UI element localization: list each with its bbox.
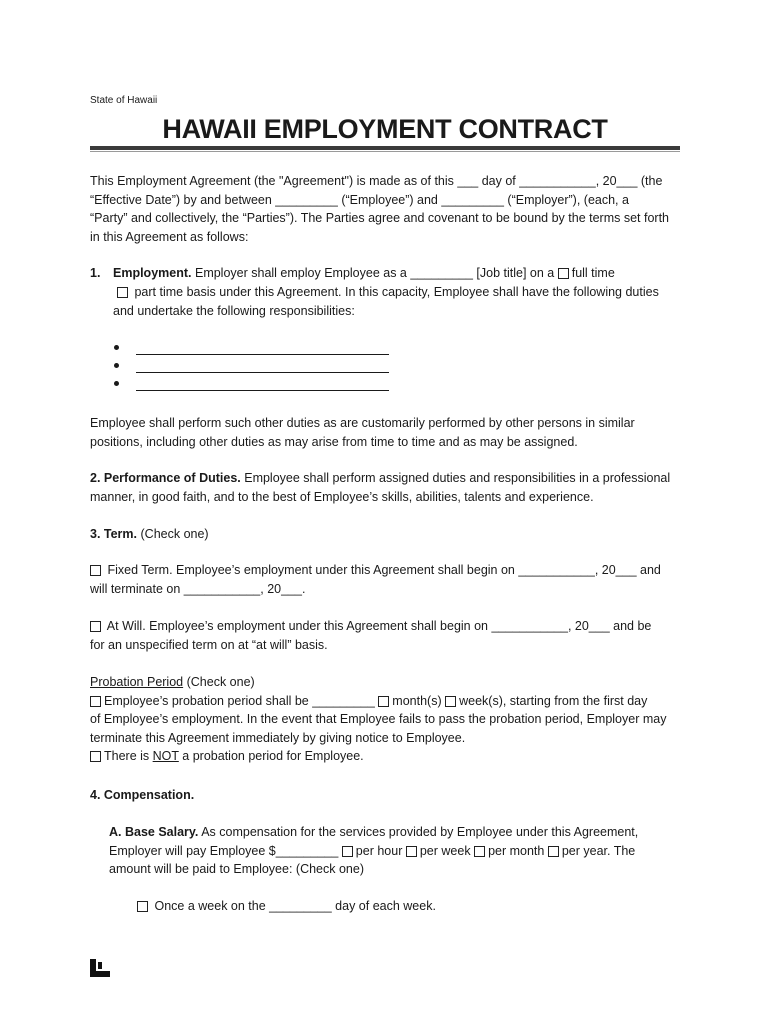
section-3-heading: 3. Term. [90, 527, 138, 541]
probation-note: (Check one) [186, 675, 255, 689]
section-1-heading: Employment. [113, 266, 192, 280]
full-time-checkbox[interactable] [558, 268, 569, 279]
duty-blank-3[interactable] [136, 390, 389, 391]
probation-text: terminate this Agreement immediately by giving notice to Employee. [90, 730, 466, 745]
state-label: State of Hawaii [90, 95, 158, 106]
duty-blank-1[interactable] [136, 354, 389, 355]
section-1-line-1 [113, 264, 615, 283]
section-1-line-3: and undertake the following responsibilities: [113, 304, 355, 318]
per-year-checkbox[interactable] [548, 846, 559, 857]
at-will-option [90, 617, 651, 654]
bullet-icon [114, 345, 119, 350]
fixed-term-text: Fixed Term. Employee’s employment under this Agreement shall begin on ___________, 20___ and [107, 563, 661, 577]
section-1-text: Employer shall employ Employee as a _________ [Job title] on a [194, 266, 555, 280]
base-salary-text: As compensation for the services provided by Employee under this Agreement, [201, 825, 639, 839]
duties-line: Employee shall perform such other duties as are customarily performed by other persons in similar [90, 416, 635, 430]
weekly-checkbox[interactable] [137, 901, 148, 912]
base-salary-text: amount will be paid to Employee: (Check one) [109, 862, 364, 876]
no-probation-checkbox[interactable] [90, 751, 101, 762]
section-3-heading-row [90, 525, 209, 544]
section-2-heading: 2. Performance of Duties. [90, 471, 241, 485]
per-week-label: per week [419, 843, 471, 858]
section-4-heading: 4. Compensation. [90, 788, 195, 802]
intro-paragraph [90, 172, 669, 246]
months-label: month(s) [392, 693, 442, 708]
at-will-checkbox[interactable] [90, 621, 101, 632]
title-rule [90, 146, 680, 150]
bullet-icon [114, 381, 119, 386]
intro-line: This Employment Agreement (the "Agreement") is made as of this ___ day of ___________, 20___ (the [90, 174, 663, 188]
no-probation-text: a probation period for Employee. [182, 749, 364, 763]
base-salary [109, 823, 638, 879]
per-hour-label: per hour [355, 843, 403, 858]
brand-logo-icon [90, 959, 110, 977]
weeks-label: week(s), starting from the first day [459, 693, 648, 708]
section-2 [90, 469, 670, 506]
intro-line: “Effective Date”) by and between _________ (“Employee”) and _________ (“Employer”), (each, a [90, 192, 629, 207]
section-1-line-2 [117, 283, 659, 302]
document-title: HAWAII EMPLOYMENT CONTRACT [162, 114, 608, 144]
intro-line: “Party” and collectively, the “Parties”). The Parties agree and covenant to be bound by the terms set forth [90, 211, 669, 225]
section-2-text: Employee shall perform assigned duties and responsibilities in a professional [244, 471, 671, 485]
per-month-checkbox[interactable] [474, 846, 485, 857]
per-year-label: per year. The [561, 843, 636, 858]
per-month-label: per month [488, 843, 545, 858]
base-salary-heading: A. Base Salary. [109, 825, 199, 839]
duties-paragraph [90, 414, 635, 451]
probation-section [90, 673, 666, 766]
at-will-text: for an unspecified term on at “at will” basis. [90, 637, 328, 652]
weeks-checkbox[interactable] [445, 696, 456, 707]
weekly-text: Once a week on the _________ day of each week. [154, 899, 436, 913]
probation-text: Employee’s probation period shall be _________ [104, 693, 375, 708]
per-week-checkbox[interactable] [406, 846, 417, 857]
section-2-text: manner, in good faith, and to the best of Employee’s skills, abilities, talents and experience. [90, 489, 594, 504]
duties-line: positions, including other duties as may arise from time to time and as may be assigned. [90, 434, 578, 449]
title-rule-thin [90, 151, 680, 152]
no-probation-text: There is [104, 749, 150, 763]
at-will-text: At Will. Employee’s employment under this Agreement shall begin on ___________, 20___ and be [106, 619, 652, 633]
probation-text: of Employee’s employment. In the event that Employee fails to pass the probation period, Employer may [90, 712, 667, 726]
intro-line: in this Agreement as follows: [90, 229, 249, 244]
section-1-number: 1. [90, 266, 101, 280]
fixed-term-text: will terminate on ___________, 20___. [90, 581, 306, 596]
not-emphasis: NOT [152, 749, 179, 763]
base-salary-text: Employer will pay Employee $_________ [109, 843, 339, 858]
section-3-note: (Check one) [140, 527, 209, 541]
fixed-term-option [90, 561, 661, 598]
full-time-label: full time [571, 266, 615, 280]
weekly-option [137, 897, 436, 916]
bullet-icon [114, 363, 119, 368]
probation-period-checkbox[interactable] [90, 696, 101, 707]
duty-blank-2[interactable] [136, 372, 389, 373]
months-checkbox[interactable] [378, 696, 389, 707]
per-hour-checkbox[interactable] [342, 846, 353, 857]
probation-heading: Probation Period [90, 675, 184, 689]
part-time-checkbox[interactable] [117, 287, 128, 298]
fixed-term-checkbox[interactable] [90, 565, 101, 576]
part-time-label: part time basis under this Agreement. In this capacity, Employee shall have the following duties [134, 285, 659, 299]
